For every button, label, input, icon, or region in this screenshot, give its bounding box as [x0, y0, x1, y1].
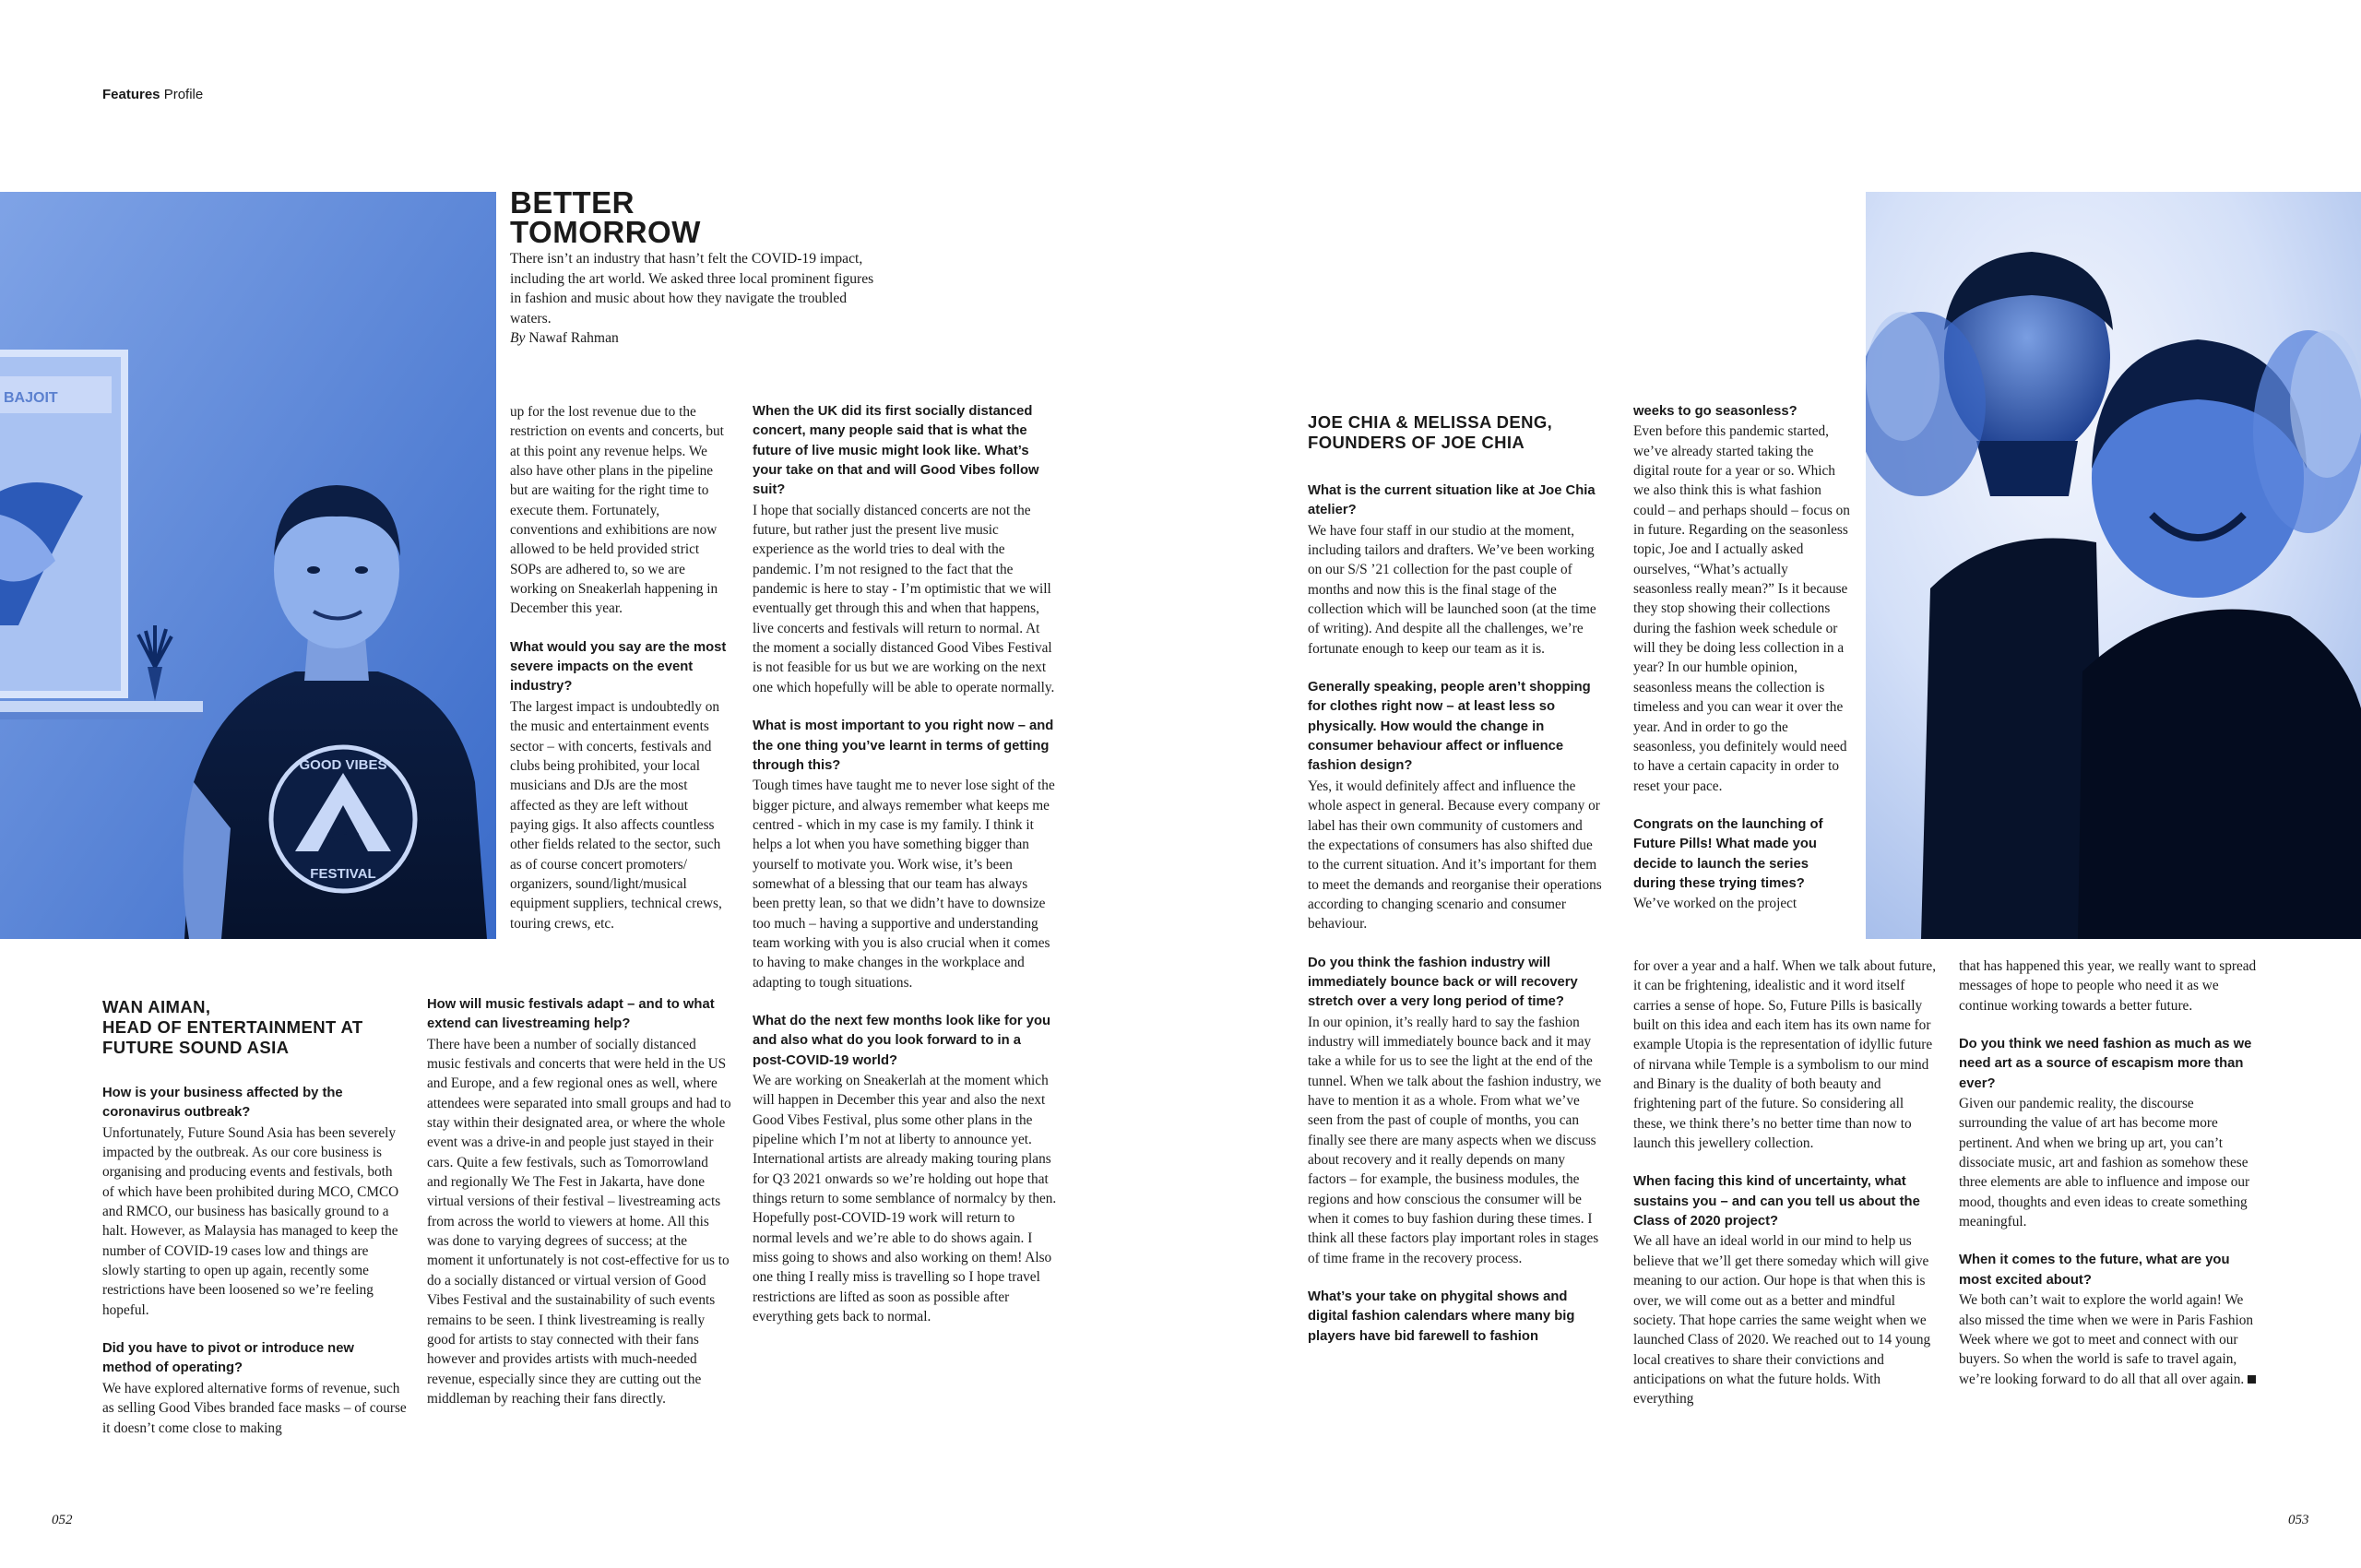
interview-question: What is most important to you right now – and the one thing you’ve learnt in terms of getting through this?	[753, 719, 1054, 773]
joe-column-3	[1959, 956, 2263, 1389]
wan-column-4	[753, 402, 1057, 1326]
interview-answer: We have four staff in our studio at the moment, including tailors and drafters. We’ve been working on our S/S ’21 collection for the past couple of months and now this is the final stage of the collection which will be launched soon (at the time of writing). And despite all the challenges, we’re fortunate enough to keep our team as it is.	[1308, 522, 1596, 657]
article-title	[510, 185, 701, 249]
wan-column-2	[427, 995, 731, 1408]
shirt-text-top: GOOD VIBES	[299, 757, 387, 773]
interview-question: What do the next few months look like for you and also what do you look forward to in a post-COVID-19 world?	[753, 1013, 1051, 1068]
wan-column-1	[102, 1084, 407, 1438]
shirt-year: 2018	[326, 830, 360, 846]
interview-answer: Even before this pandemic started, we’ve already started taking the digital route for a year or so. Which we also think this is what fashion could – and perhaps should – focus on in future. Regarding on the seasonless topic, Joe and I actually asked ourselves, “What’s actually seasonless really mean?” Is it because they stop showing their collections during the fashion week schedule or will they be doing less collection in a year? In our humble opinion, seasonless means the collection is timeless and you can wear it over the year. And in order to go the seasonless, you definitely would need to have a certain capacity in order to reset your pace.	[1633, 423, 1850, 794]
interview-answer: up for the lost revenue due to the restriction on events and concerts, but at this point any revenue helps. We also have other plans in the pipeline but are waiting for the right time to execute them. Fortunately, conventions and exhibitions are now allowed to be held provided strict SOPs are adhered to, so we are working on Sneakerlah happening in December this year.	[510, 404, 724, 617]
section-label: Features	[102, 87, 160, 102]
interview-question: Generally speaking, people aren’t shopping for clothes right now – at least less so physically. How would the change in consumer behaviour affect or influence fashion design?	[1308, 680, 1591, 774]
interview-question: When facing this kind of uncertainty, what sustains you – and can you tell us about the Class of 2020 project?	[1633, 1174, 1920, 1229]
interview-question: How is your business affected by the coronavirus outbreak?	[102, 1086, 343, 1121]
title-line-1: BETTER	[510, 185, 635, 220]
end-of-article-mark	[2248, 1375, 2256, 1384]
interview-answer: We are working on Sneakerlah at the moment which will happen in December this year and also the next Good Vibes Festival, plus some other plans in the pipeline which I’m not at liberty to announce yet. International artists are already making touring plans for Q3 2021 onwards so we’re holding out hope that things return to some semblance of normalcy by then. Hopefully post-COVID-19 work will return to normal levels and we’re able to do shows again. I miss going to shows and also working on them! Also one thing I really miss is travelling so I hope travel restrictions are lifted as soon as possible after everything gets back to normal.	[753, 1073, 1057, 1325]
subsection-label: Profile	[163, 87, 204, 102]
interview-question: weeks to go seasonless?	[1633, 404, 1797, 419]
name-line: FOUNDERS OF JOE CHIA	[1308, 433, 1525, 452]
name-line: JOE CHIA & MELISSA DENG,	[1308, 412, 1553, 432]
interview-answer: There have been a number of socially distanced music festivals and concerts that were held in the US and Europe, and a few regional ones as well, where attendees were separated into small groups and had to stay within their designated area, or where the whole event was a drive-in and people just stayed in their cars. Quite a few festivals, such as Tomorrowland and regionally We The Fest in Jakarta, have done virtual versions of their festival – livestreaming acts from across the world to viewers at home. All this was done to varying degrees of success; at the moment it unfortunately is not cost-effective for us to do a socially distanced or virtual version of Good Vibes Festival and the sustainability of such events remains to be seen. I think livestreaming is really good for artists to stay connected with their fans however and provides artists with much-needed revenue, especially since they are cutting out the middleman by reaching their fans directly.	[427, 1036, 731, 1407]
standfirst	[510, 249, 879, 349]
joe-column-2-top	[1633, 402, 1850, 914]
name-line: WAN AIMAN,	[102, 997, 211, 1016]
interview-question: How will music festivals adapt – and to what extend can livestreaming help?	[427, 997, 715, 1032]
interview-answer: for over a year and a half. When we talk about future, it can be frightening, idealistic and it word itself carries a sense of hope. So, Future Pills is basically built on this idea and each item has its own name for example Utopia is the representation of idyllic future of nirvana while Temple is a symbolism to our mind and Binary is the duality of both beauty and frightening part of the future. So considering all these, we think there’s no better time than now to launch this jewellery collection.	[1633, 958, 1937, 1152]
interview-answer: Tough times have taught me to never lose sight of the bigger picture, and always remember what keeps me centred - which in my case is my family. I think it helps a lot when you have something bigger than yourself to motivate you. Work wise, it’s been somewhat of a blessing that our team has always been pretty lean, so that we didn’t have to downsize too much – having a supportive and understanding team working with you is also crucial when it comes to having to make changes in the workplace and adapting to tough situations.	[753, 778, 1055, 991]
joe-chia-melissa-deng-photo	[1866, 192, 2361, 939]
interview-question: What is the current situation like at Joe Chia atelier?	[1308, 483, 1596, 518]
standfirst-text: There isn’t an industry that hasn’t felt the COVID-19 impact, including the art world. We asked three local prominent figures in fashion and music about how they navigate the troubled waters.	[510, 251, 874, 327]
wan-aiman-photo	[0, 192, 496, 939]
interview-answer: We have explored alternative forms of revenue, such as selling Good Vibes branded face masks – of course it doesn’t come close to making	[102, 1380, 407, 1436]
page-number-right: 053	[2288, 1513, 2309, 1527]
interview-question: Congrats on the launching of Future Pills! What made you decide to launch the series during these trying times?	[1633, 816, 1823, 891]
joe-column-1	[1308, 481, 1603, 1347]
interview-question: What’s your take on phygital shows and digital fashion calendars where many big players have bid farewell to fashion	[1308, 1289, 1575, 1344]
interview-answer: We both can’t wait to explore the world again! We also missed the time when we were in Paris Fashion Week where we got to meet and connect with our buyers. So when the world is safe to travel again, we’re looking forward to do all that all over again.	[1959, 1290, 2263, 1389]
interview-question: What would you say are the most severe impacts on the event industry?	[510, 639, 727, 695]
interview-question: Do you think the fashion industry will immediately bounce back or will recovery stretch over a very long period of time?	[1308, 955, 1578, 1010]
interviewee-name-wan-aiman	[102, 997, 363, 1058]
wan-aiman-portrait-illustration	[0, 192, 496, 939]
interview-answer: that has happened this year, we really want to spread messages of hope to people who need it as we continue working towards a better future.	[1959, 958, 2257, 1014]
interview-answer: We all have an ideal world in our mind to help us believe that we’ll get there someday which will give meaning to our action. Our hope is that when this is over, we will come out as a better and mindful society. That hope carries the same weight when we launched Class of 2020. We reached out to 14 young local creatives to share their convictions and anticipations on what the future holds. With everything	[1633, 1233, 1931, 1408]
name-line: FUTURE SOUND ASIA	[102, 1038, 290, 1057]
interview-question: When it comes to the future, what are you most excited about?	[1959, 1253, 2230, 1288]
interview-answer: Unfortunately, Future Sound Asia has been severely impacted by the outbreak. As our core business is organising and producing events and festivals, both of which have been prohibited during MCO, CMCO and RMCO, our business has basically ground to a halt. However, as Malaysia has managed to keep the number of COVID-19 cases low and things are slowly starting to open up again, recently some restrictions have been loosened so we’re feeling hopeful.	[102, 1124, 399, 1318]
poster-text: BAJOIT	[4, 390, 58, 406]
page-number-left: 052	[52, 1513, 73, 1527]
byline-prefix: By	[510, 330, 526, 346]
interview-question: When the UK did its first socially distanced concert, many people said that is what the future of live music might look like. What’s your take on that and will Good Vibes follow suit?	[753, 404, 1039, 498]
byline-author: Nawaf Rahman	[528, 330, 619, 346]
interview-question: Do you think we need fashion as much as we need art as a source of escapism more than ever?	[1959, 1037, 2252, 1091]
wan-column-3	[510, 402, 727, 933]
interview-answer: Yes, it would definitely affect and influence the whole aspect in general. Because every company or label has their own community of customers and the expectations of consumers has also shifted due to the current situation. And it’s important for them to meet the demands and reorganise their operations according to changing scenario and consumer behaviour.	[1308, 778, 1602, 932]
interview-answer: The largest impact is undoubtedly on the music and entertainment events sector – with concerts, festivals and clubs being prohibited, your local musicians and DJs are the most affected as they are left without paying gigs. It also affects countless other fields related to the sector, such as of course concert promoters/ organizers, sound/light/musical equipment suppliers, technical crews, touring crews, etc.	[510, 698, 722, 932]
shirt-text-bottom: FESTIVAL	[310, 866, 376, 882]
interview-answer: We’ve worked on the project	[1633, 896, 1797, 912]
name-line: HEAD OF ENTERTAINMENT AT	[102, 1017, 363, 1037]
founders-portrait-illustration	[1866, 192, 2361, 939]
interviewee-name-joe-chia	[1308, 412, 1552, 453]
interview-answer: Given our pandemic reality, the discourse surrounding the value of art has become more pertinent. And when we bring up art, you can’t dissociate music, art and fashion as somehow these three elements are able to influence and impose our mood, thoughts and even ideas to create something meaningful.	[1959, 1096, 2250, 1230]
interview-question: Did you have to pivot or introduce new method of operating?	[102, 1341, 354, 1376]
joe-column-2-bottom	[1633, 956, 1938, 1409]
title-line-2: TOMORROW	[510, 215, 701, 249]
interview-answer: In our opinion, it’s really hard to say the fashion industry will immediately bounce back and it may take a while for us to see the light at the end of the tunnel. When we talk about the fashion industry, we have to mention it as a whole. From what we’ve seen from the past of couple of months, you can finally see there are many aspects when we discuss about recovery and it really depends on many factors – for example, the business modules, the regions and how conscious the consumer will be when it comes to buy fashion during these times. I think all these factors play important roles in stages of time frame in the recovery process.	[1308, 1014, 1602, 1266]
interview-answer: I hope that socially distanced concerts are not the future, but rather just the present live music experience as the world tries to deal with the pandemic. I’m not resigned to the fact that the pandemic is here to stay - I’m optimistic that we will eventually get through this and when that happens, live concerts and festivals will return to normal. At the moment a socially distanced Good Vibes Festival is not feasible for us but we are working on the next one which hopefully will be able to operate normally.	[753, 502, 1055, 695]
section-header	[102, 87, 203, 102]
